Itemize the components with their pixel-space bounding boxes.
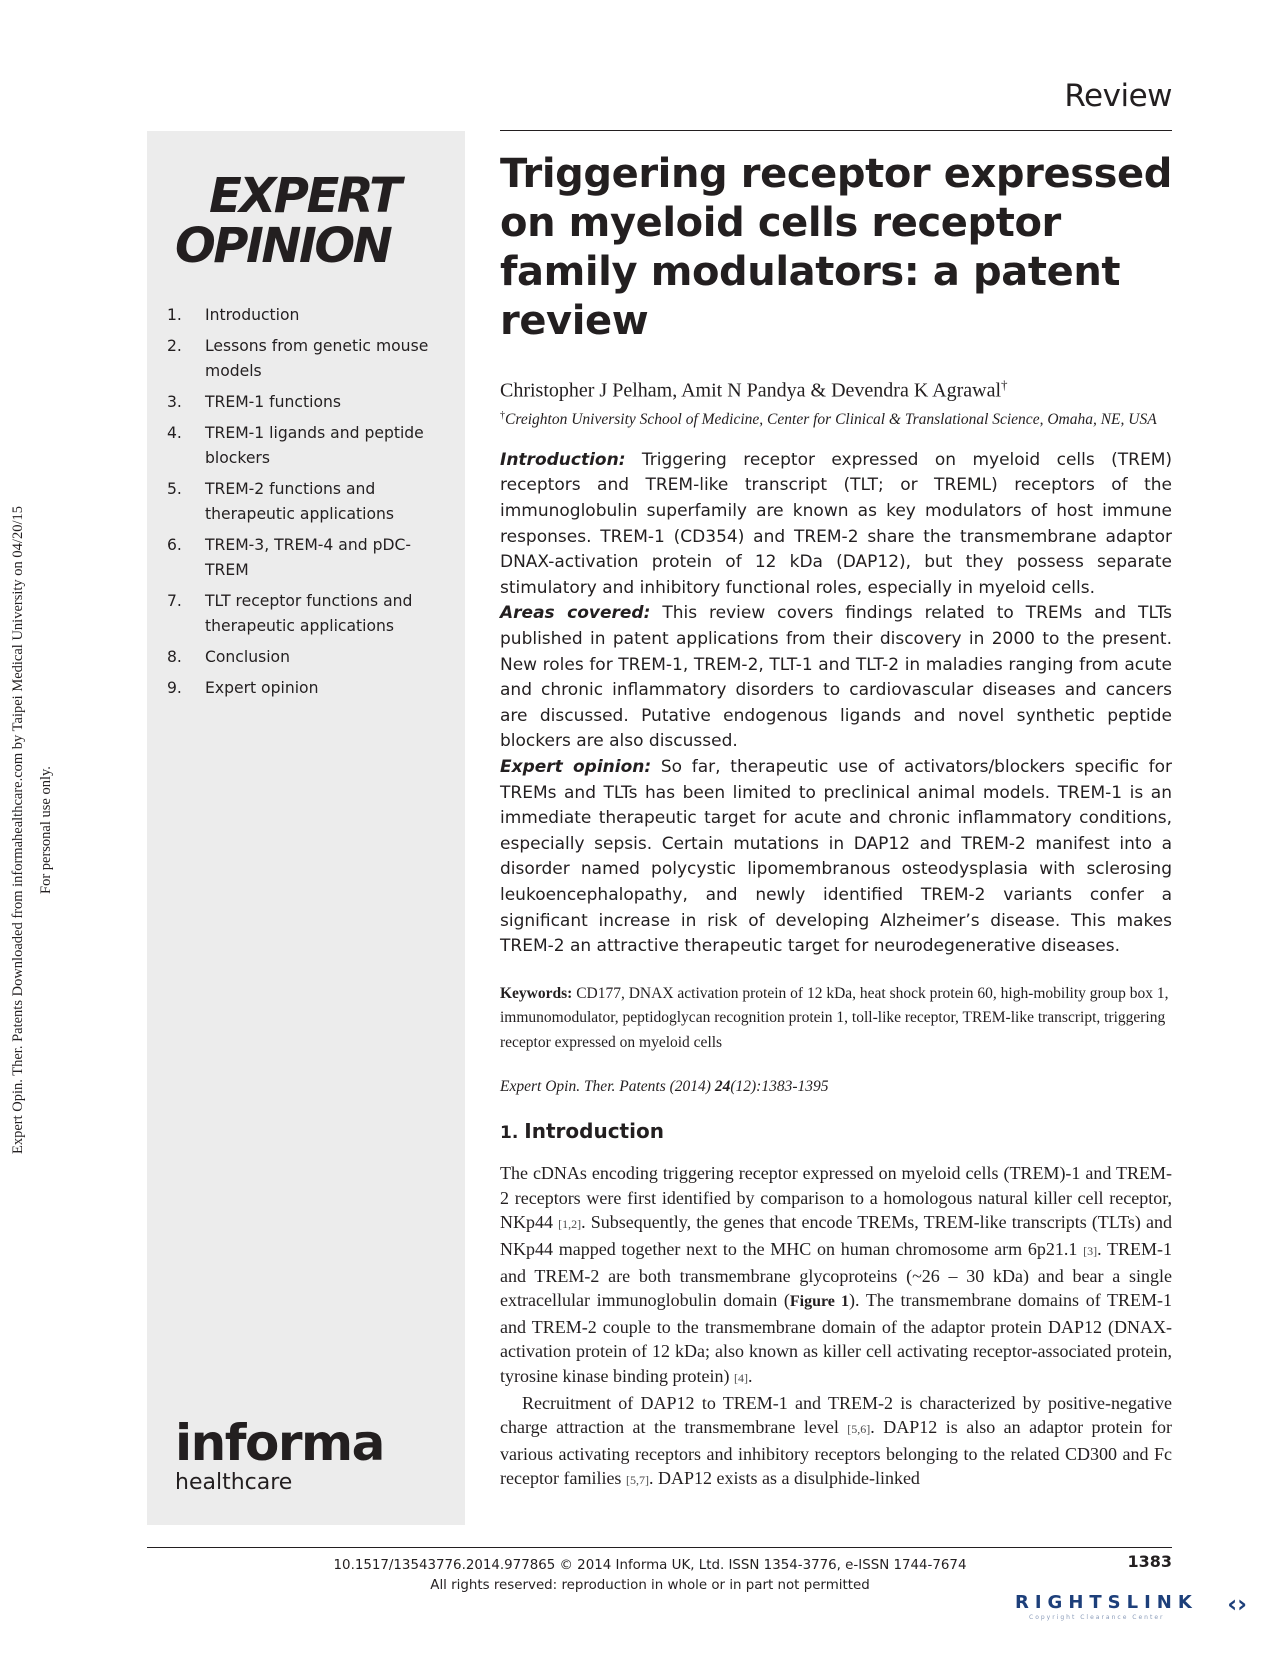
authors: Christopher J Pelham, Amit N Pandya & Devendra K Agrawal xyxy=(500,379,1002,402)
rightslink-wordmark: RIGHTSLINK xyxy=(1015,1592,1198,1613)
toc-item[interactable] xyxy=(167,303,452,328)
reference-link[interactable]: [1,2] xyxy=(558,1217,582,1232)
toc-item-label: TREM-2 functions and therapeutic applications xyxy=(205,480,395,523)
article-title: Triggering receptor expressed on myeloid cells receptor family modulators: a patent review xyxy=(500,151,1172,344)
publisher-logo xyxy=(175,1416,384,1496)
abstract-expert-opinion xyxy=(500,755,1172,960)
body-text-run: Recruitment of DAP12 to TREM-1 and TREM-2 is characterized by positive-negative charge attraction at the transmembrane level xyxy=(500,1392,1172,1438)
keywords-text: CD177, DNAX activation protein of 12 kDa, heat shock protein 60, high-mobility group box 1, immunomodulator, peptidoglycan recognition protein 1, toll-like receptor, TREM-like transcript, triggering receptor expressed on myeloid cells xyxy=(500,984,1169,1051)
body-text-run: . DAP12 is also an adaptor protein for various activating receptors and inhibitory receptors belonging to the related CD300 and Fc receptor families xyxy=(500,1417,1172,1489)
author-list xyxy=(500,372,1172,404)
toc-item-number: 2. xyxy=(167,337,182,355)
citation-volume: 24 xyxy=(714,1078,731,1096)
abstract-opinion-text: So far, therapeutic use of activators/blockers specific for TREMs and TLTs has been limited to preclinical animal models. TREM-1 is an immediate therapeutic target for acute and chronic inflammatory conditions, especially sepsis. Certain mutations in DAP12 and TREM-2 manifest into a disorder named polycystic lipomembranous osteodysplasia with sclerosing leukoencephalopathy, and newly identified TREM-2 variants confer a significant increase in risk of developing Alzheimer’s disease. This makes TREM-2 an attractive therapeutic target for neurodegenerative diseases. xyxy=(500,756,1172,957)
body-paragraph xyxy=(500,1161,1172,1390)
article xyxy=(500,150,1172,1493)
toc-item-number: 9. xyxy=(167,679,182,697)
citation-journal: Expert Opin. Ther. Patents (2014) xyxy=(500,1078,711,1096)
section-body xyxy=(500,1161,1172,1493)
body-text-run: The cDNAs encoding triggering receptor expressed on myeloid cells (TREM)-1 and TREM-2 receptors were first identified by comparison to a homologous natural killer cell receptor, NKp44 xyxy=(500,1163,1172,1233)
toc-item-label: TREM-3, TREM-4 and pDC-TREM xyxy=(205,536,412,579)
journal-logo-line1: EXPERT xyxy=(209,168,400,224)
reference-link[interactable]: [4] xyxy=(733,1370,748,1385)
abstract-introduction xyxy=(500,448,1172,602)
body-paragraph xyxy=(500,1391,1172,1493)
reference-link[interactable]: [5,6] xyxy=(847,1422,871,1437)
download-notice-line2: For personal use only. xyxy=(38,766,54,894)
abstract-opinion-label: Expert opinion: xyxy=(500,756,652,777)
affiliation-text: Creighton University School of Medicine, Center for Clinical & Translational Science, Omaha, NE, USA xyxy=(505,410,1157,428)
sidebar xyxy=(147,131,465,1525)
rightslink-logo xyxy=(1015,1592,1255,1628)
toc-item-number: 4. xyxy=(167,424,182,442)
toc-item-number: 8. xyxy=(167,648,182,666)
download-notice-line1: Expert Opin. Ther. Patents Downloaded from informahealthcare.com by Taipei Medical University on 04/20/15 xyxy=(10,506,26,1154)
publisher-subtitle: healthcare xyxy=(175,1470,293,1495)
toc-item[interactable] xyxy=(167,390,452,415)
rightslink-chevron-icon: ‹› xyxy=(1227,1590,1247,1618)
body-text-run: . TREM-1 and TREM-2 are both transmembrane glycoproteins (~26 – 30 kDa) and bear a single extracellular immunoglobulin domain ( xyxy=(500,1238,1173,1311)
keywords-label: Keywords: xyxy=(500,984,573,1002)
journal-logo xyxy=(175,168,435,274)
toc-item-number: 1. xyxy=(167,306,182,324)
body-text-run: ). The transmembrane domains of TREM-1 and TREM-2 couple to the transmembrane domain of the adaptor protein DAP12 (DNAX-activation protein of 12 kDa; also known as killer cell activating receptor-associated protein, tyrosine kinase binding protein) xyxy=(500,1290,1172,1386)
section-label: Review xyxy=(1064,78,1172,114)
citation xyxy=(500,1075,1172,1099)
toc-item[interactable] xyxy=(167,676,452,701)
affiliation xyxy=(500,404,1172,432)
toc-item[interactable] xyxy=(167,334,452,384)
section-number: 1. xyxy=(500,1123,519,1144)
reference-link[interactable]: [3] xyxy=(1083,1243,1098,1258)
toc-item-number: 6. xyxy=(167,536,182,554)
toc-item[interactable] xyxy=(167,589,452,639)
toc-item-label: TLT receptor functions and therapeutic applications xyxy=(205,592,413,635)
journal-logo-line2: OPINION xyxy=(175,218,391,274)
body-text-run: . DAP12 exists as a disulphide-linked xyxy=(648,1468,920,1489)
publisher-name: informa xyxy=(175,1414,384,1472)
body-text-run: . Subsequently, the genes that encode TREMs, TREM-like transcripts (TLTs) and NKp44 mapped together next to the MHC on human chromosome arm 6p21.1 xyxy=(500,1212,1173,1259)
footer xyxy=(300,1556,1000,1596)
abstract xyxy=(500,448,1172,960)
keywords xyxy=(500,982,1172,1056)
citation-issue-pages: (12):1383-1395 xyxy=(730,1078,829,1096)
figure-link[interactable]: Figure 1 xyxy=(789,1293,850,1311)
toc-item[interactable] xyxy=(167,477,452,527)
toc-item-label: Introduction xyxy=(205,306,300,324)
toc-item-label: TREM-1 ligands and peptide blockers xyxy=(205,424,424,467)
abstract-areas-covered xyxy=(500,601,1172,755)
abstract-areas-text: This review covers findings related to TREMs and TLTs published in patent applications from their discovery in 2000 to the present. New roles for TREM-1, TREM-2, TLT-1 and TLT-2 in maladies ranging from acute and chronic inflammatory disorders to cardiovascular diseases and cancers are discussed. Putative endogenous ligands and novel synthetic peptide blockers are also discussed. xyxy=(500,603,1172,752)
author-mark: † xyxy=(1001,377,1008,392)
toc-item-number: 3. xyxy=(167,393,182,411)
section-heading xyxy=(500,1117,1172,1147)
toc-item[interactable] xyxy=(167,533,452,583)
toc-item-number: 5. xyxy=(167,480,182,498)
abstract-areas-label: Areas covered: xyxy=(500,603,651,624)
toc-item[interactable] xyxy=(167,645,452,670)
download-notice xyxy=(4,450,66,1210)
section-title: Introduction xyxy=(524,1119,664,1144)
toc-item[interactable] xyxy=(167,421,452,471)
top-divider xyxy=(500,130,1172,131)
abstract-intro-text: Triggering receptor expressed on myeloid cells (TREM) receptors and TREM-like transcript (TLT; or TREML) receptors of the immunoglobulin superfamily are known as key modulators of host immune responses. TREM-1 (CD354) and TREM-2 share the transmembrane adaptor DNAX-activation protein of 12 kDa (DAP12), but they possess separate stimulatory and inhibitory functional roles, especially in myeloid cells. xyxy=(500,449,1172,598)
footer-rights-line: All rights reserved: reproduction in whole or in part not permitted xyxy=(430,1578,870,1593)
footer-divider xyxy=(147,1547,1172,1548)
body-text-run: . xyxy=(747,1365,753,1386)
affiliation-mark: † xyxy=(500,409,506,421)
page-number: 1383 xyxy=(1127,1552,1172,1571)
footer-doi-line: 10.1517/13543776.2014.977865 © 2014 Informa UK, Ltd. ISSN 1354-3776, e-ISSN 1744-7674 xyxy=(333,1558,967,1573)
toc-item-label: Expert opinion xyxy=(205,679,319,697)
reference-link[interactable]: [5,7] xyxy=(625,1473,649,1488)
abstract-intro-label: Introduction: xyxy=(500,449,626,470)
toc-item-label: Lessons from genetic mouse models xyxy=(205,337,429,380)
rightslink-tagline: Copyright Clearance Center xyxy=(1029,1614,1165,1621)
toc-item-label: TREM-1 functions xyxy=(205,393,341,411)
toc-item-label: Conclusion xyxy=(205,648,290,666)
table-of-contents xyxy=(167,303,452,707)
toc-item-number: 7. xyxy=(167,592,182,610)
